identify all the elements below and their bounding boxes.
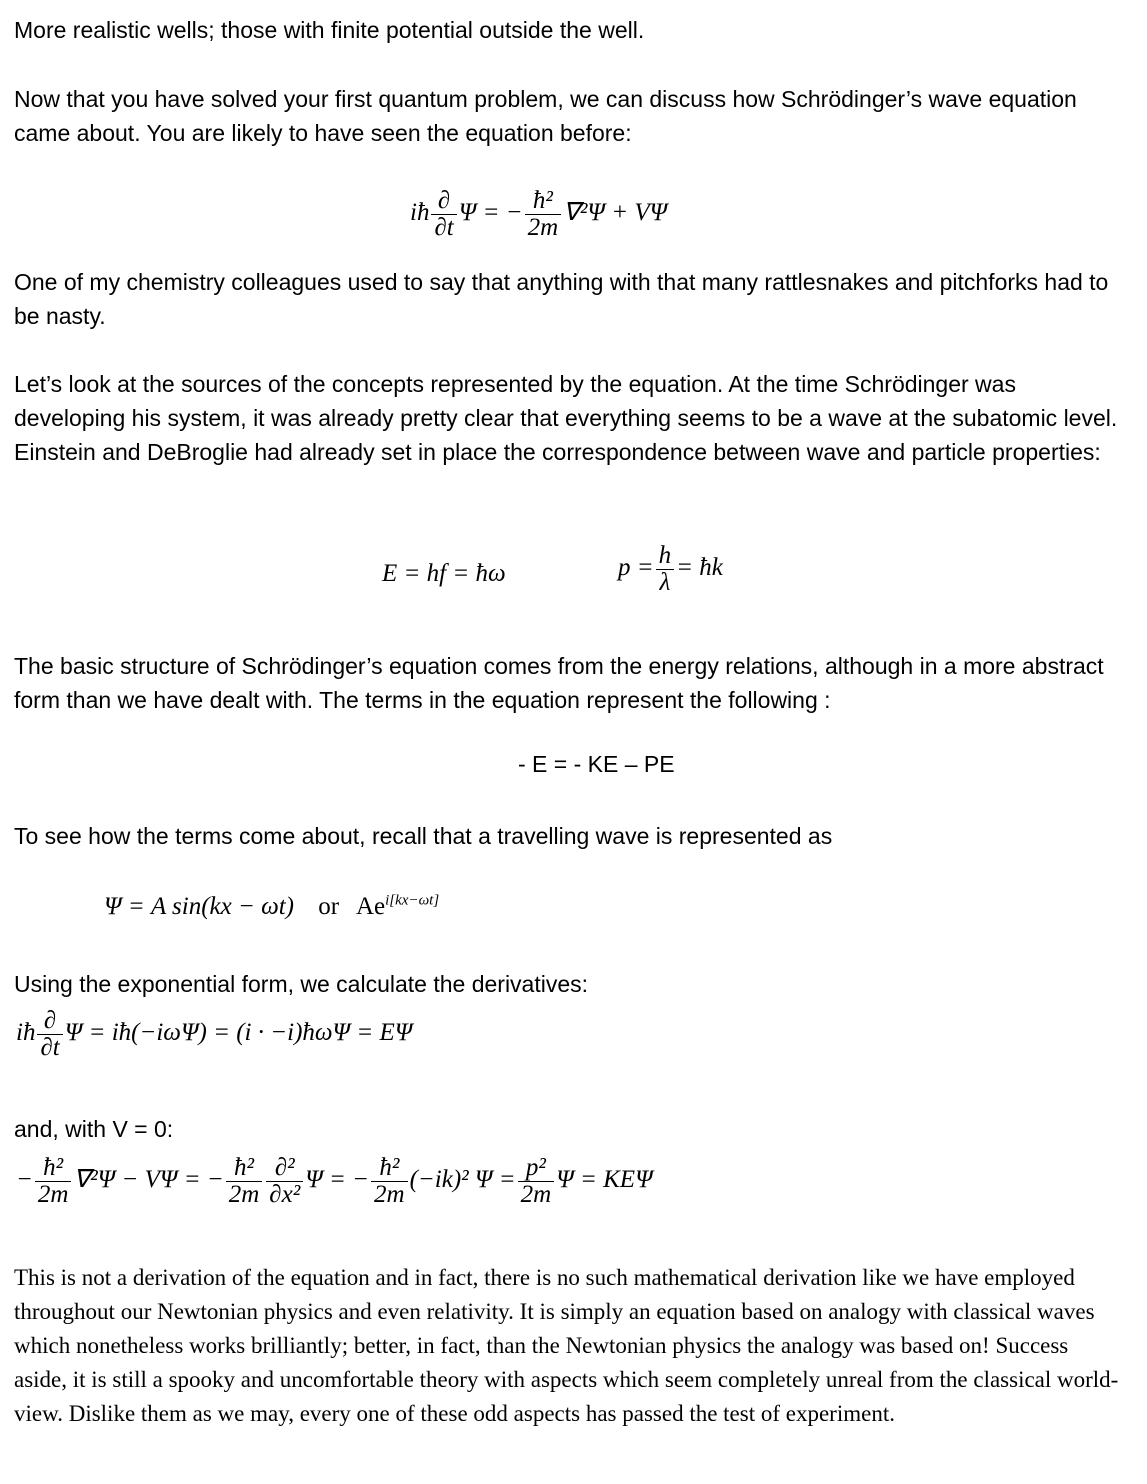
- sd-t5-tail: Ψ = KEΨ: [556, 1166, 653, 1194]
- h-over-lambda-fraction: [656, 543, 675, 596]
- sd-t2-fraction: [226, 1155, 263, 1208]
- colleague-quote-paragraph: One of my chemistry colleagues used to say that anything with that many rattlesnakes and pitchforks had to be nasty.: [14, 269, 1109, 329]
- time-partial-num: ∂: [37, 1008, 62, 1035]
- sd-t1-num: ħ²: [35, 1155, 72, 1182]
- sd-t5-num: p²: [518, 1155, 555, 1182]
- hbar-squared: ħ²: [525, 188, 562, 215]
- sd-t5-fraction: [518, 1155, 555, 1208]
- eq-lhs-psi: Ψ = −: [458, 199, 523, 227]
- time-partial-fraction: [37, 1008, 62, 1061]
- sd-t1-tail: ∇²Ψ − VΨ = −: [73, 1166, 224, 1194]
- time-derivative-rest: Ψ = iħ(−iωΨ) = (i · −i)ħωΨ = EΨ: [64, 1019, 413, 1047]
- partial-numerator: ∂: [431, 188, 456, 215]
- time-partial-den: ∂t: [40, 1034, 60, 1061]
- sd-t1-den: 2m: [37, 1181, 69, 1208]
- eq-lhs-prefix: iħ: [410, 199, 430, 227]
- momentum-suffix: = ħk: [676, 554, 723, 582]
- schrodinger-equation: [410, 188, 667, 241]
- wave-or-word: or: [318, 893, 340, 920]
- conclusion-paragraph: This is not a derivation of the equation and in fact, there is no such mathematical derivation like we have employed throughout our Newtonian physics and even relativity. It is simply an equation based on analogy with classical waves which nonetheless works brilliantly; better, in fact, than the Newtonian physics the analogy was based on! Success aside, it is still a spooky and uncomfortable theory with aspects which seem completely unreal from the classical world-view. Dislike them as we may, every one of these odd aspects has passed the test of experiment.: [14, 1265, 1119, 1426]
- sd-t3-den: ∂x²: [269, 1181, 301, 1208]
- sd-t1-fraction: [35, 1155, 72, 1208]
- wave-exp-power: i[kx−ωt]: [385, 892, 440, 909]
- wave-sine-form: Ψ = A sin(kx − ωt): [104, 893, 295, 920]
- momentum-prefix: p =: [618, 554, 654, 582]
- sd-t4-tail: (−ik)² Ψ =: [409, 1166, 516, 1194]
- derivatives-intro: Using the exponential form, we calculate the derivatives:: [14, 971, 589, 997]
- intro-line: More realistic wells; those with finite potential outside the well.: [14, 17, 645, 43]
- energy-relation: E = hf = ħω: [382, 560, 506, 587]
- v-zero-line: and, with V = 0:: [14, 1116, 174, 1142]
- sd-t4-fraction: [371, 1155, 408, 1208]
- sd-t2-num: ħ²: [226, 1155, 263, 1182]
- wave-exp-base: Ae: [355, 893, 386, 920]
- sd-t2-den: 2m: [228, 1181, 260, 1208]
- time-derivative-equation: [16, 1008, 412, 1061]
- sd-t1-sign: −: [16, 1166, 33, 1194]
- travelling-wave-paragraph: To see how the terms come about, recall that a travelling wave is represented as: [14, 823, 833, 849]
- sd-t3-tail: Ψ = −: [305, 1166, 370, 1194]
- wave-equation: [104, 893, 439, 921]
- sd-t3-num: ∂²: [266, 1155, 303, 1182]
- planck-h: h: [656, 543, 675, 570]
- two-m: 2m: [527, 214, 559, 241]
- eq-rhs-tail: ∇²Ψ + VΨ: [563, 199, 668, 227]
- sd-t5-den: 2m: [520, 1181, 552, 1208]
- structure-paragraph: The basic structure of Schrödinger’s equation comes from the energy relations, although in a more abstract form than we have dealt with. The terms in the equation represent the following :: [14, 653, 1104, 713]
- wavelength-lambda: λ: [659, 569, 671, 596]
- partial-t-fraction: [431, 188, 456, 241]
- sd-t3-fraction: [266, 1155, 303, 1208]
- partial-denominator: ∂t: [434, 214, 454, 241]
- hbar-over-2m-fraction: [525, 188, 562, 241]
- energy-sum-relation: - E = - KE – PE: [518, 751, 675, 777]
- schrodinger-intro-paragraph: Now that you have solved your first quantum problem, we can discuss how Schrödinger’s wave equation came about. You are likely to have seen the equation before:: [14, 86, 1077, 146]
- momentum-relation: [618, 543, 723, 596]
- space-derivative-equation: [16, 1155, 653, 1208]
- sd-t4-num: ħ²: [371, 1155, 408, 1182]
- time-derivative-prefix: iħ: [16, 1019, 36, 1047]
- sd-t4-den: 2m: [374, 1181, 405, 1208]
- sources-paragraph: Let’s look at the sources of the concepts represented by the equation. At the time Schrödinger was developing his system, it was already pretty clear that everything seems to be a wave at the subatomic level. Einstein and DeBroglie had already set in place the correspondence between wave and particle properties:: [14, 371, 1118, 465]
